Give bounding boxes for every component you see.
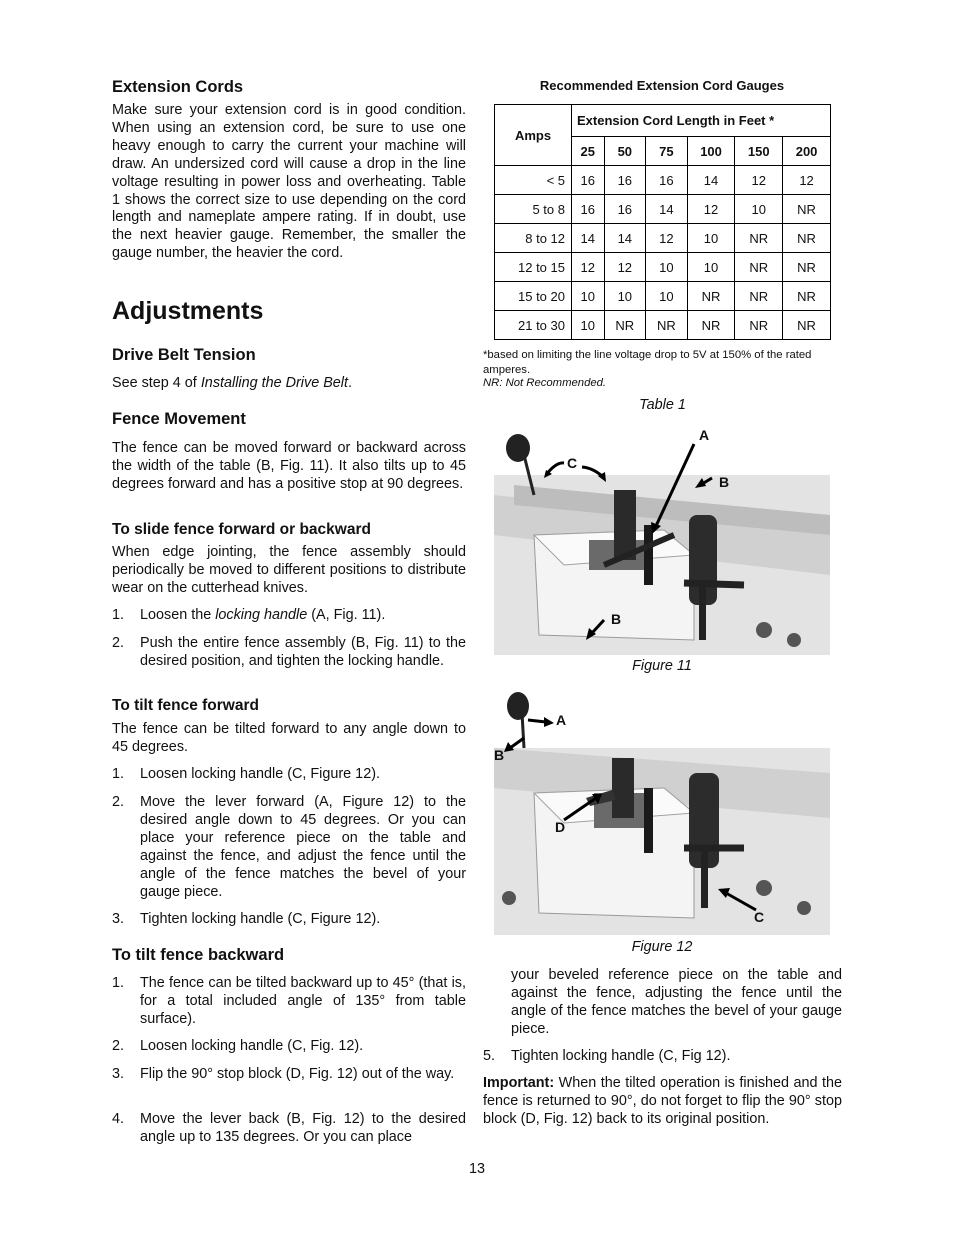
gauge-cell: 12: [572, 253, 605, 282]
gauge-cell: NR: [783, 224, 831, 253]
gauge-cell: NR: [687, 311, 735, 340]
figure-12-label-b: B: [494, 747, 505, 763]
gauge-cell: NR: [783, 195, 831, 224]
table-footnote: *based on limiting the line voltage drop to 5V at 150% of the rated amperes.: [483, 349, 812, 376]
tilt-backward-step-4-continued: your beveled reference piece on the table and against the fence, adjusting the fence until the angle of the fence matches the bevel of your gauge piece.: [511, 967, 842, 1037]
gauge-cell: 14: [687, 166, 735, 195]
figure-12-callouts: [494, 688, 830, 938]
gauge-cell: 12: [735, 166, 783, 195]
gauge-cell: 10: [572, 311, 605, 340]
amps-cell: 12 to 15: [495, 253, 572, 282]
gauge-cell: NR: [735, 253, 783, 282]
length-cell: 200: [783, 137, 831, 166]
gauge-cell: 10: [687, 224, 735, 253]
gauge-cell: 14: [604, 224, 646, 253]
table-row: [495, 195, 831, 224]
table-row: [495, 224, 831, 253]
figure-12-label-d: D: [555, 819, 566, 835]
length-cell: 150: [735, 137, 783, 166]
gauge-cell: NR: [646, 311, 688, 340]
amps-cell: < 5: [495, 166, 572, 195]
important-note: Important: When the tilted operation is finished and the fence is returned to 90°, do not forget to flip the 90° stop block (D, Fig. 12) back to its original position.: [483, 1075, 842, 1127]
gauge-cell: NR: [783, 253, 831, 282]
extension-cord-table: [494, 104, 831, 340]
table-row: [495, 311, 831, 340]
gauge-cell: 10: [646, 253, 688, 282]
fence-movement-heading: Fence Movement: [112, 410, 246, 428]
figure-11-label-a: A: [699, 427, 710, 443]
gauge-cell: 16: [572, 166, 605, 195]
gauge-cell: NR: [604, 311, 646, 340]
figure-11-label-c: C: [567, 455, 578, 471]
tilt-backward-heading: To tilt fence backward: [112, 946, 285, 964]
table-row: [495, 253, 831, 282]
drive-belt-heading: Drive Belt Tension: [112, 346, 256, 364]
amps-cell: 8 to 12: [495, 224, 572, 253]
slide-fence-body: When edge jointing, the fence assembly should periodically be moved to different positions to distribute wear on the cutterhead knives.: [112, 544, 466, 596]
amps-cell: 21 to 30: [495, 311, 572, 340]
figure-11-label-b-lower: B: [611, 611, 622, 627]
gauge-cell: 12: [604, 253, 646, 282]
gauge-cell: NR: [783, 282, 831, 311]
gauge-cell: 16: [604, 166, 646, 195]
gauge-cell: 10: [646, 282, 688, 311]
gauge-cell: 12: [687, 195, 735, 224]
figure-12-label-a: A: [556, 712, 567, 728]
gauge-cell: 14: [646, 195, 688, 224]
drive-belt-text: See step 4 of Installing the Drive Belt.: [112, 375, 352, 391]
page-title: Adjustments: [112, 297, 264, 325]
extension-cords-heading: Extension Cords: [112, 78, 244, 96]
gauge-cell: 16: [604, 195, 646, 224]
length-cell: 25: [572, 137, 605, 166]
table-row: [495, 282, 831, 311]
gauge-cell: NR: [735, 282, 783, 311]
amps-header: Amps: [495, 105, 572, 166]
length-cell: 75: [646, 137, 688, 166]
length-header: Extension Cord Length in Feet *: [572, 105, 831, 137]
amps-cell: 5 to 8: [495, 195, 572, 224]
gauge-cell: NR: [735, 224, 783, 253]
length-cell: 100: [687, 137, 735, 166]
gauge-cell: NR: [687, 282, 735, 311]
table-row: [495, 166, 831, 195]
table-caption: Table 1: [639, 397, 686, 413]
figure-12-label-c: C: [754, 909, 765, 925]
gauge-cell: 12: [646, 224, 688, 253]
table-title: Recommended Extension Cord Gauges: [539, 78, 785, 93]
figure-11-callouts: [494, 420, 830, 660]
gauge-cell: 10: [687, 253, 735, 282]
figure-11-caption: Figure 11: [632, 658, 692, 674]
fence-movement-body: The fence can be moved forward or backward across the width of the table (B, Fig. 11). It also tilts up to 45 degrees forward and has a positive stop at 90 degrees.: [112, 440, 466, 492]
length-cell: 50: [604, 137, 646, 166]
gauge-cell: 12: [783, 166, 831, 195]
gauge-cell: 16: [646, 166, 688, 195]
page-number: 13: [468, 1161, 485, 1177]
gauge-cell: 10: [735, 195, 783, 224]
tilt-forward-heading: To tilt fence forward: [112, 697, 259, 714]
amps-cell: 15 to 20: [495, 282, 572, 311]
gauge-cell: NR: [735, 311, 783, 340]
gauge-cell: 10: [572, 282, 605, 311]
figure-11-label-b-upper: B: [719, 474, 730, 490]
tilt-forward-body: The fence can be tilted forward to any angle down to 45 degrees.: [112, 721, 466, 755]
table-header-row: [495, 105, 831, 137]
gauge-cell: NR: [783, 311, 831, 340]
figure-12-caption: Figure 12: [631, 939, 693, 955]
table-nr-note: NR: Not Recommended.: [483, 377, 607, 389]
extension-cords-body: Make sure your extension cord is in good condition. When using an extension cord, be sure to use one heavy enough to carry the current your machine will draw. An undersized cord will cause a drop in the line voltage resulting in power loss and overheating. Table 1 shows the correct size to use depending on the cord length and nameplate ampere rating. If in doubt, use the next heavier gauge. Remember, the smaller the gauge number, the heavier the cord.: [112, 102, 466, 262]
gauge-cell: 16: [572, 195, 605, 224]
gauge-cell: 10: [604, 282, 646, 311]
gauge-cell: 14: [572, 224, 605, 253]
important-label: Important:: [483, 1075, 555, 1091]
slide-fence-heading: To slide fence forward or backward: [112, 521, 371, 538]
